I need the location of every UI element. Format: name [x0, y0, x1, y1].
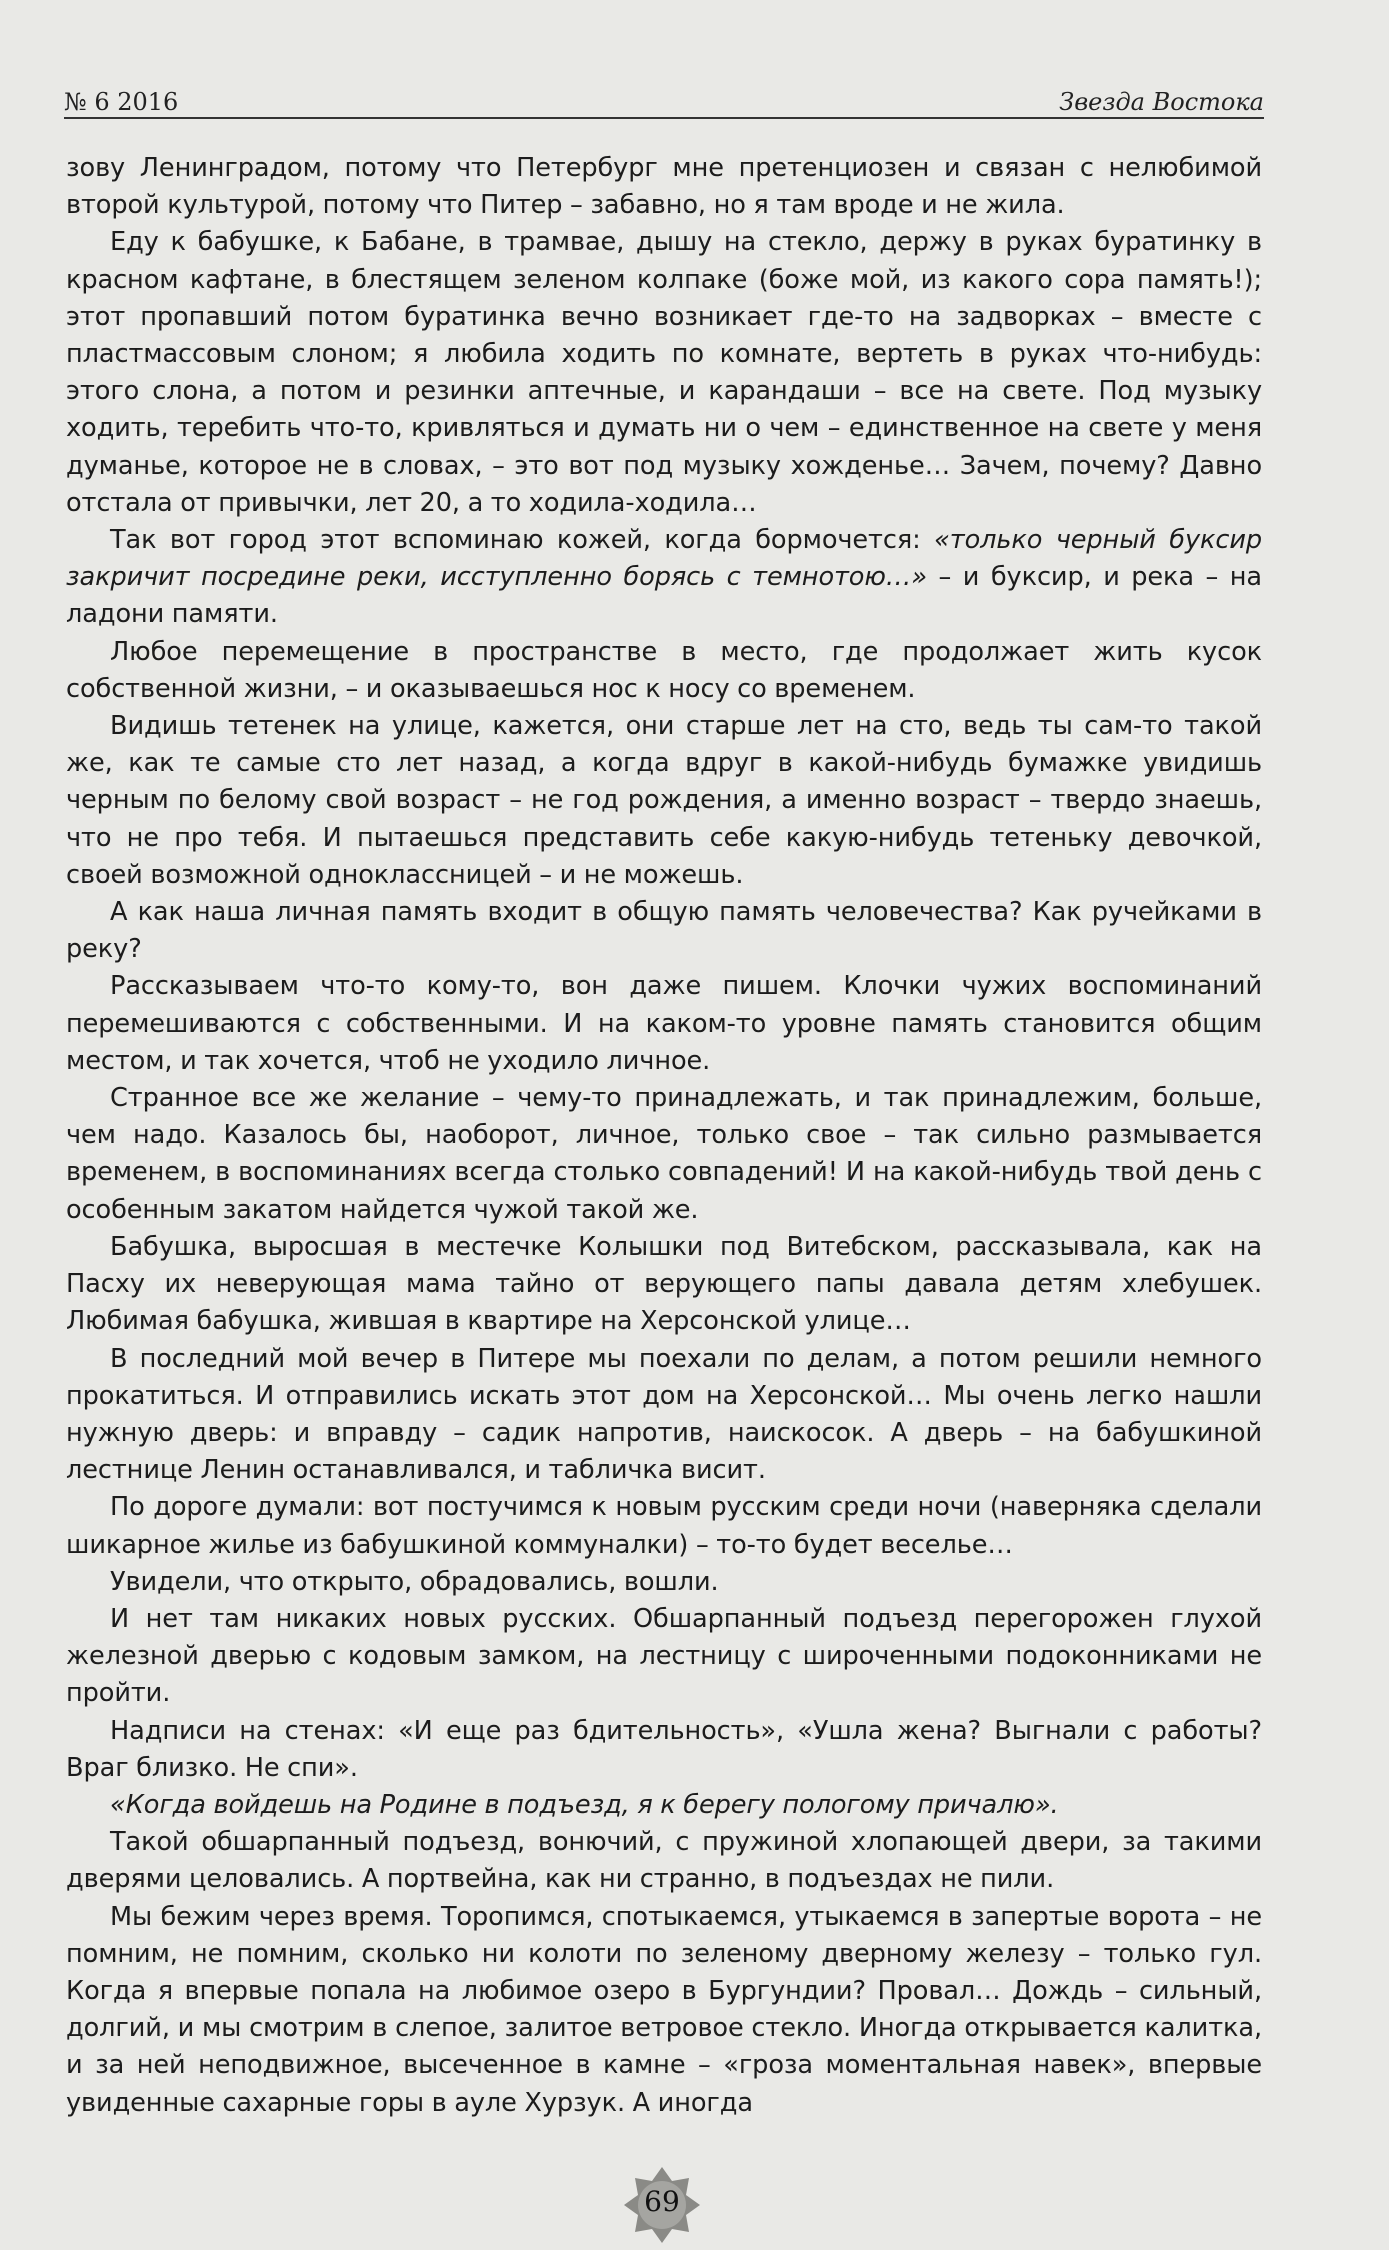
- paragraph-tugboat: [66, 522, 1262, 634]
- paragraph-text: Так вот город этот вспоминаю кожей, когда бормочется:: [110, 525, 935, 556]
- paragraph: А как наша личная память входит в общую память человечества? Как ручейками в реку?: [66, 897, 1262, 965]
- paragraph: Еду к бабушке, к Бабане, в трамвае, дышу на стекло, держу в руках буратинку в красном кафтане, в блестящем зеленом колпаке (боже мой, из какого сора память!); этот пропавший потом буратинка вечно возникает где-то на задворках – вместе с пластмассовым слоном; я любила ходить по комнате, вертеть в руках что-нибудь: этого слона, а потом и резинки аптечные, и карандаши – все на свете. Под музыку ходить, теребить что-то, кривляться и думать ни о чем – единственное на свете у меня думанье, которое не в словах, – это вот под музыку хожденье… Зачем, почему? Давно отстала от привычки, лет 20, а то ходила-ходила…: [66, 227, 1262, 518]
- paragraph: По дороге думали: вот постучимся к новым русским среди ночи (наверняка сделали шикарное жилье из бабушкиной коммуналки) – то-то будет веселье…: [66, 1492, 1262, 1560]
- paragraph: зову Ленинградом, потому что Петербург мне претенциозен и связан с нелюбимой второй культурой, потому что Питер – забавно, но я там вроде и не жила.: [66, 153, 1262, 221]
- paragraph: Рассказываем что-то кому-то, вон даже пишем. Клочки чужих воспоминаний перемешиваются с собственными. И на каком-то уровне память становится общим местом, и так хочется, чтоб не уходило личное.: [66, 971, 1262, 1076]
- paragraph: Увидели, что открыто, обрадовались, вошли.: [110, 1566, 719, 1597]
- page-number: 69: [644, 2185, 680, 2218]
- header-rule: [64, 117, 1264, 119]
- paragraph: Надписи на стенах: «И еще раз бдительность», «Ушла жена? Выгнали с работы? Враг близко. Не спи».: [66, 1715, 1262, 1783]
- entrance-quote: «Когда войдешь на Родине в подъезд, я к берегу пологому причалю».: [110, 1789, 1059, 1820]
- journal-title: Звезда Востока: [1059, 88, 1264, 116]
- article-body: [66, 150, 1262, 2122]
- paragraph: Любое перемещение в пространстве в место, где продолжает жить кусок собственной жизни, – и оказываешься нос к носу со временем.: [66, 636, 1262, 704]
- paragraph: Такой обшарпанный подъезд, вонючий, с пружиной хлопающей двери, за такими дверями целовались. А портвейна, как ни странно, в подъездах не пили.: [66, 1827, 1262, 1895]
- issue-number: № 6 2016: [64, 88, 179, 116]
- page-number-badge: [622, 2165, 702, 2245]
- paragraph-text: – и буксир, и река – на ладони памяти.: [66, 562, 1263, 630]
- paragraph: И нет там никаких новых русских. Обшарпанный подъезд перегорожен глухой железной дверью с кодовым замком, на лестницу с широченными подоконниками не пройти.: [66, 1603, 1262, 1709]
- poem-quote: «только черный буксир закричит посредине реки, исступленно борясь с темнотою…»: [66, 525, 1263, 593]
- paragraph: Странное все же желание – чему-то принадлежать, и так принадлежим, больше, чем надо. Казалось бы, наоборот, личное, только свое – так сильно размывается временем, в воспоминаниях всегда столько совпадений! И на какой-нибудь твой день с особенным закатом найдется чужой такой же.: [66, 1083, 1262, 1225]
- paragraph: В последний мой вечер в Питере мы поехали по делам, а потом решили немного прокатиться. И отправились искать этот дом на Херсонской… Мы очень легко нашли нужную дверь: и вправду – садик напротив, наискосок. А дверь – на бабушкиной лестнице Ленин останавливался, и табличка висит.: [66, 1343, 1262, 1486]
- paragraph: Видишь тетенек на улице, кажется, они старше лет на сто, ведь ты сам-то такой же, как те самые сто лет назад, а когда вдруг в какой-нибудь бумажке увидишь черным по белому свой возраст – не год рождения, а именно возраст – твердо знаешь, что не про тебя. И пытаешься представить себе какую-нибудь тетеньку девочкой, своей возможной одноклассницей – и не можешь.: [66, 711, 1262, 890]
- page-header: [64, 82, 1264, 122]
- paragraph: Мы бежим через время. Торопимся, спотыкаемся, утыкаемся в запертые ворота – не помним, не помним, сколько ни колоти по зеленому дверному железу – только гул. Когда я впервые попала на любимое озеро в Бургундии? Провал… Дождь – сильный, долгий, и мы смотрим в слепое, залитое ветровое стекло. Иногда открывается калитка, и за ней неподвижное, высеченное в камне – «гроза моментальная навек», впервые увиденные сахарные горы в ауле Хурзук. А иногда: [66, 1901, 1262, 2118]
- paragraph: Бабушка, выросшая в местечке Колышки под Витебском, рассказывала, как на Пасху их неверующая мама тайно от верующего папы давала детям хлебушек. Любимая бабушка, жившая в квартире на Херсонской улице…: [66, 1231, 1262, 1337]
